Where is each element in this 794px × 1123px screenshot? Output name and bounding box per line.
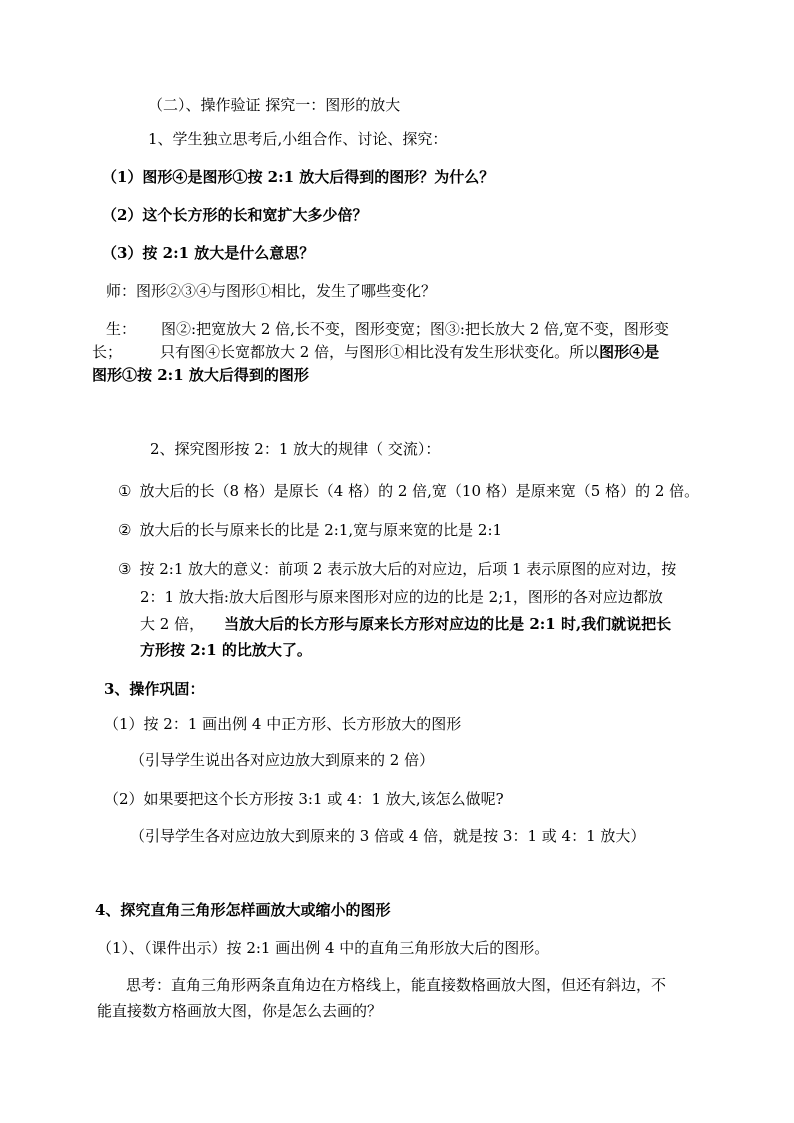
question-1: （1）图形④是图形①按 2:1 放大后得到的图形？为什么？ bbox=[102, 168, 495, 186]
think-line-1: 思考：直角三角形两条直角边在方格线上，能直接数格画放大图，但还有斜边，不 bbox=[126, 976, 667, 994]
rule-3-number: ③ bbox=[118, 560, 132, 578]
rule-3-line-3: 大 2 倍， 当放大后的长方形与原来长方形对应边的比是 2:1 时,我们就说把长 bbox=[140, 615, 672, 633]
question-3: （3）按 2:1 放大是什么意思？ bbox=[102, 244, 315, 262]
rule-1-number: ① bbox=[118, 482, 132, 500]
step-3-item-2: （2）如果要把这个长方形按 3:1 或 4：1 放大,该怎么做呢? bbox=[104, 790, 504, 808]
rule-3-line-4: 方形按 2:1 的比放大了。 bbox=[140, 641, 312, 659]
student-label: 生： bbox=[106, 320, 137, 338]
step-1-intro: 1、学生独立思考后,小组合作、讨论、探究： bbox=[148, 130, 448, 148]
step-4-title: 4、探究直角三角形怎样画放大或缩小的图形 bbox=[95, 901, 391, 919]
step-4-item-1: （1）、（课件出示）按 2:1 画出例 4 中的直角三角形放大后的图形。 bbox=[97, 939, 550, 957]
student-answer-line-2: 长； 只有图④长宽都放大 2 倍，与图形①相比没有发生形状变化。所以图形④是 bbox=[92, 343, 660, 361]
rule-2-number: ② bbox=[118, 521, 132, 539]
step-3-item-2-note: （引导学生各对应边放大到原来的 3 倍或 4 倍，就是按 3：1 或 4：1 放大） bbox=[130, 827, 646, 845]
step-3-title: 3、操作巩固： bbox=[104, 680, 205, 698]
step-2-intro: 2、探究图形按 2：1 放大的规律（ 交流）： bbox=[150, 440, 441, 458]
rule-1: ① 放大后的长（8 格）是原长（4 格）的 2 倍,宽（10 格）是原来宽（5 格）的 2 倍。 bbox=[118, 482, 700, 500]
student-answer-line-1: 生： 图②:把宽放大 2 倍,长不变，图形变宽；图③:把长放大 2 倍,宽不变，图形变 bbox=[106, 320, 669, 338]
teacher-question: 师：图形②③④与图形①相比，发生了哪些变化？ bbox=[106, 282, 437, 300]
rule-3: ③ 按 2:1 放大的意义：前项 2 表示放大后的对应边，后项 1 表示原图的应对边，按 bbox=[118, 560, 677, 578]
think-line-2: 能直接数方格画放大图，你是怎么去画的？ bbox=[97, 1002, 383, 1020]
student-answer-line-3: 图形①按 2:1 放大后得到的图形 bbox=[92, 366, 309, 384]
step-3-item-1-note: （引导学生说出各对应边放大到原来的 2 倍） bbox=[130, 751, 435, 769]
rule-3-line-2: 2：1 放大指:放大后图形与原来图形对应的边的比是 2;1，图形的各对应边都放 bbox=[140, 588, 663, 606]
step-3-item-1: （1）按 2：1 画出例 4 中正方形、长方形放大的图形 bbox=[104, 715, 462, 733]
rule-2: ② 放大后的长与原来长的比是 2:1,宽与原来宽的比是 2:1 bbox=[118, 521, 503, 539]
question-2: （2）这个长方形的长和宽扩大多少倍？ bbox=[102, 206, 368, 224]
section-title: （二）、操作验证 探究一：图形的放大 bbox=[148, 96, 401, 114]
